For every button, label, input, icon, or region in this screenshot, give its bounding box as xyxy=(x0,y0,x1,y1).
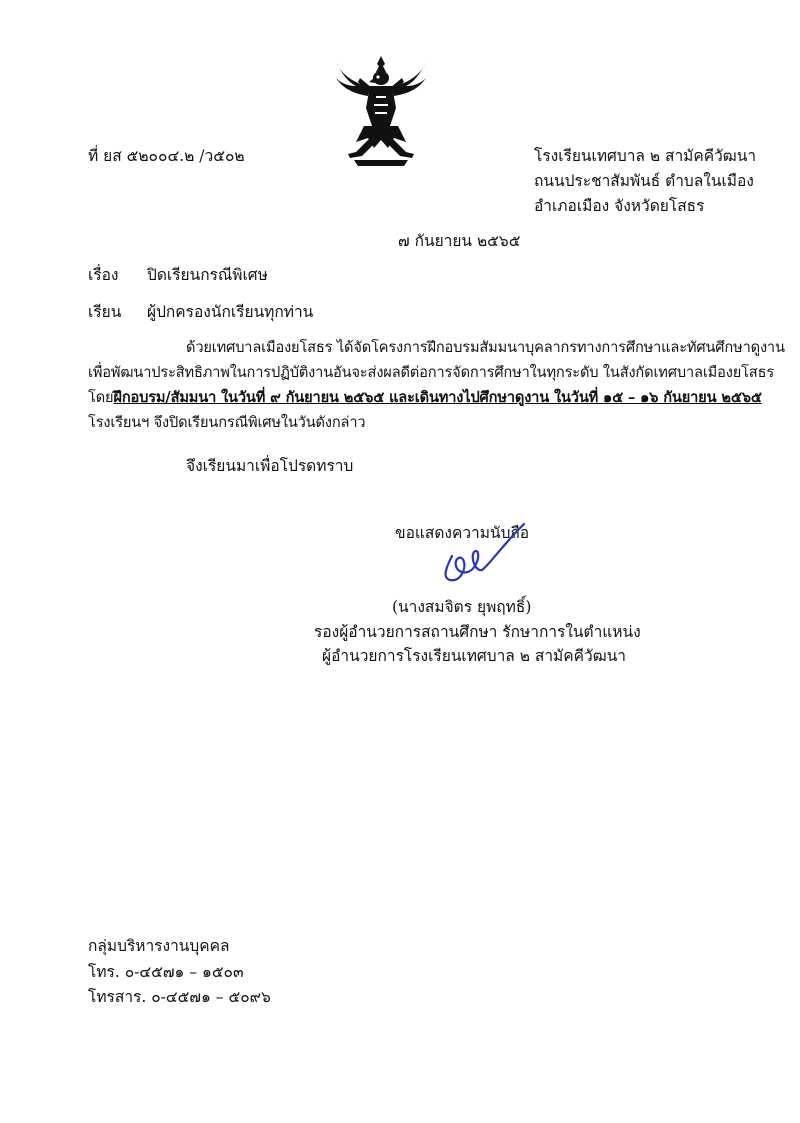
closing-text: จึงเรียนมาเพื่อโปรดทราบ xyxy=(186,457,354,475)
footer-telephone: โทร. ๐-๔๕๗๑ – ๑๕๐๓ xyxy=(88,963,244,981)
footer-department: กลุ่มบริหารงานบุคคล xyxy=(88,937,230,955)
subject-label: เรื่อง xyxy=(88,266,119,284)
regards-text: ขอแสดงความนับถือ xyxy=(395,524,530,542)
reference-number: ที่ ยส ๕๒๐๐๔.๒ /ว๕๐๒ xyxy=(88,147,245,165)
body-line-3-prefix: โดย xyxy=(88,389,114,406)
letter-date: ๗ กันยายน ๒๕๖๕ xyxy=(398,232,521,250)
sender-address-line-2: ถนนประชาสัมพันธ์ ตำบลในเมือง xyxy=(534,172,754,190)
footer-fax: โทรสาร. ๐-๔๕๗๑ – ๕๐๙๖ xyxy=(88,988,271,1006)
body-line-2: เพื่อพัฒนาประสิทธิภาพในการปฏิบัติงานอันจะส่งผลดีต่อการจัดการศึกษาในทุกระดับ ในสังกัดเทศบาลเมืองยโสธร xyxy=(88,364,775,381)
subject-text: ปิดเรียนกรณีพิเศษ xyxy=(147,266,268,284)
recipient-label: เรียน xyxy=(88,303,122,321)
garuda-emblem-icon xyxy=(334,52,428,170)
signer-position-2: ผู้อำนวยการโรงเรียนเทศบาล ๒ สามัคคีวัฒนา xyxy=(322,647,626,665)
sender-address-line-1: โรงเรียนเทศบาล ๒ สามัคคีวัฒนา xyxy=(534,147,757,165)
body-line-3 xyxy=(88,388,762,408)
handwritten-signature xyxy=(420,518,530,588)
sender-address-line-3: อำเภอเมือง จังหวัดยโสธร xyxy=(534,197,705,215)
recipient-text: ผู้ปกครองนักเรียนทุกท่าน xyxy=(147,303,314,321)
body-line-4: โรงเรียนฯ จึงปิดเรียนกรณีพิเศษในวันดังกล่าว xyxy=(88,414,366,431)
body-line-1: ด้วยเทศบาลเมืองยโสธร ได้จัดโครงการฝึกอบรมสัมมนาบุคลากรทางการศึกษาและทัศนศึกษาดูงาน xyxy=(186,339,785,356)
signer-position-1: รองผู้อำนวยการสถานศึกษา รักษาการในตำแหน่ง xyxy=(314,623,641,641)
body-line-3-emphasis: ฝึกอบรม/สัมมนา ในวันที่ ๙ กันยายน ๒๕๖๕ และเดินทางไปศึกษาดูงาน ในวันที่ ๑๕ – ๑๖ กันยายน ๒๕๖๕ xyxy=(113,389,762,406)
signer-name: (นางสมจิตร ยุพฤทธิ์) xyxy=(392,598,532,616)
